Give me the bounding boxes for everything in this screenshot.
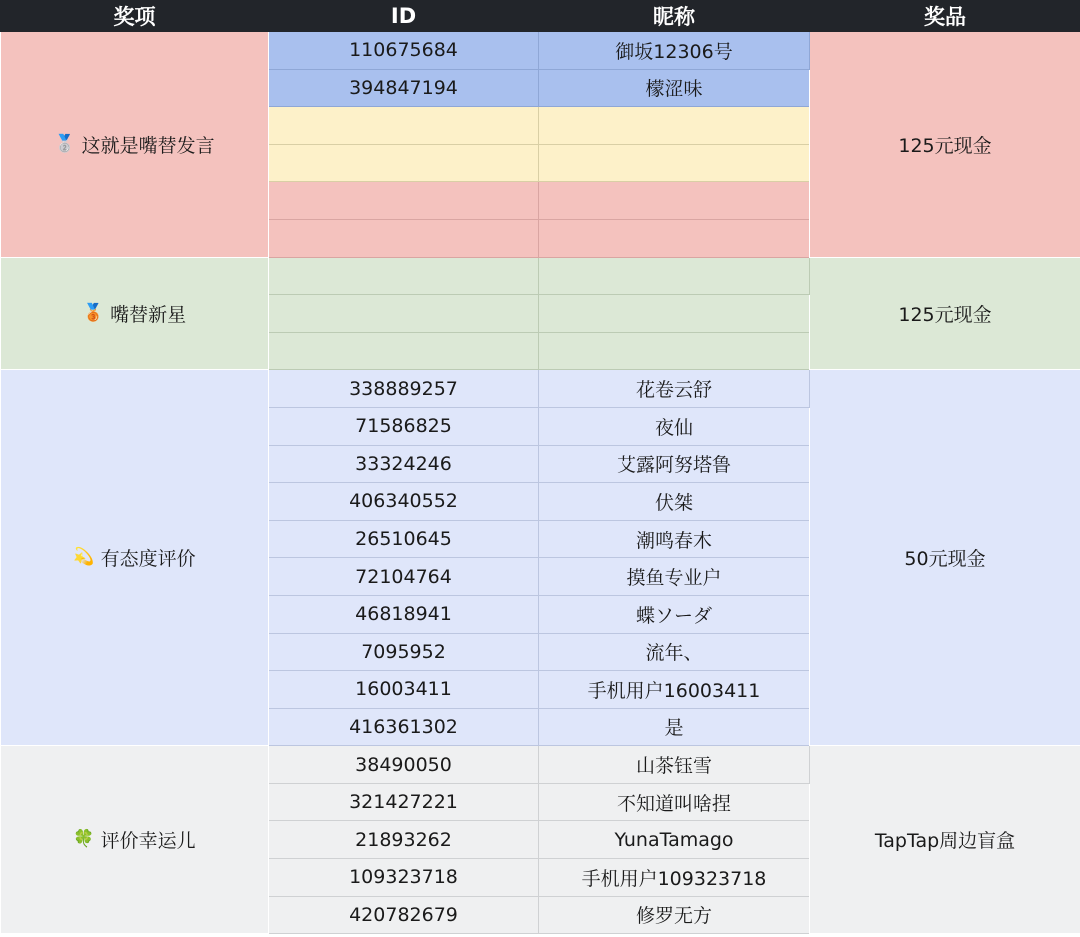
id-cell — [269, 107, 539, 145]
header-prize: 奖品 — [810, 1, 1080, 32]
id-cell: 406340552 — [269, 483, 539, 521]
award-name: 有态度评价 — [100, 548, 196, 571]
four-leaf-clover-icon: 🍀 — [73, 829, 95, 850]
award-cell — [1, 32, 269, 258]
nickname-cell: 流年、 — [539, 633, 810, 671]
nickname-cell: 蝶ソーダ — [539, 595, 810, 633]
id-cell: 338889257 — [269, 370, 539, 408]
table-row — [1, 257, 1080, 295]
id-cell: 16003411 — [269, 671, 539, 709]
table-row — [1, 746, 1080, 784]
header-row — [1, 1, 1080, 32]
prize-cell: 125元现金 — [898, 303, 992, 326]
id-cell: 110675684 — [269, 32, 539, 70]
id-cell — [269, 257, 539, 295]
nickname-cell: 修罗无方 — [539, 896, 810, 934]
nickname-cell — [539, 295, 810, 333]
id-cell: 26510645 — [269, 520, 539, 558]
nickname-cell: YunaTamago — [539, 821, 810, 859]
award-cell — [1, 370, 269, 746]
award-name: 评价幸运儿 — [100, 830, 196, 853]
id-cell: 321427221 — [269, 783, 539, 821]
id-cell: 109323718 — [269, 859, 539, 897]
nickname-cell — [539, 107, 810, 145]
nickname-cell: 山茶钰雪 — [539, 746, 810, 784]
nickname-cell: 潮鸣春木 — [539, 520, 810, 558]
id-cell: 7095952 — [269, 633, 539, 671]
id-cell — [269, 295, 539, 333]
nickname-cell — [539, 182, 810, 220]
award-cell — [1, 746, 269, 934]
nickname-cell: 是 — [539, 708, 810, 746]
header-award: 奖项 — [1, 1, 269, 32]
header-nickname: 昵称 — [539, 1, 810, 32]
id-cell — [269, 182, 539, 220]
prize-cell: TapTap周边盲盒 — [874, 830, 1016, 853]
nickname-cell — [539, 332, 810, 370]
id-cell: 38490050 — [269, 746, 539, 784]
award-name: 这就是嘴替发言 — [81, 134, 215, 157]
second-place-medal-icon: 🥈 — [54, 133, 76, 154]
nickname-cell: 不知道叫啥捏 — [539, 783, 810, 821]
id-cell: 46818941 — [269, 595, 539, 633]
header-id: ID — [269, 1, 539, 32]
dizzy-icon: 💫 — [73, 547, 95, 568]
nickname-cell: 摸鱼专业户 — [539, 558, 810, 596]
table-row — [1, 32, 1080, 70]
id-cell — [269, 219, 539, 257]
nickname-cell — [539, 219, 810, 257]
id-cell: 33324246 — [269, 445, 539, 483]
nickname-cell — [539, 257, 810, 295]
id-cell: 416361302 — [269, 708, 539, 746]
id-cell: 21893262 — [269, 821, 539, 859]
nickname-cell: 花卷云舒 — [539, 370, 810, 408]
third-place-medal-icon: 🥉 — [82, 302, 105, 323]
nickname-cell: 手机用户16003411 — [539, 671, 810, 709]
id-cell — [269, 332, 539, 370]
nickname-cell: 艾露阿努塔鲁 — [539, 445, 810, 483]
award-cell — [1, 257, 269, 370]
id-cell: 394847194 — [269, 69, 539, 107]
nickname-cell: 檬涩味 — [539, 69, 810, 107]
id-cell: 420782679 — [269, 896, 539, 934]
nickname-cell: 伏桀 — [539, 483, 810, 521]
nickname-cell: 御坂12306号 — [539, 32, 810, 70]
award-name: 嘴替新星 — [110, 303, 187, 326]
id-cell: 72104764 — [269, 558, 539, 596]
id-cell: 71586825 — [269, 407, 539, 445]
nickname-cell: 手机用户109323718 — [539, 859, 810, 897]
nickname-cell — [539, 144, 810, 182]
prize-cell: 50元现金 — [904, 548, 986, 571]
id-cell — [269, 144, 539, 182]
prize-cell: 125元现金 — [810, 32, 1080, 258]
table-row — [1, 370, 1080, 408]
nickname-cell: 夜仙 — [539, 407, 810, 445]
